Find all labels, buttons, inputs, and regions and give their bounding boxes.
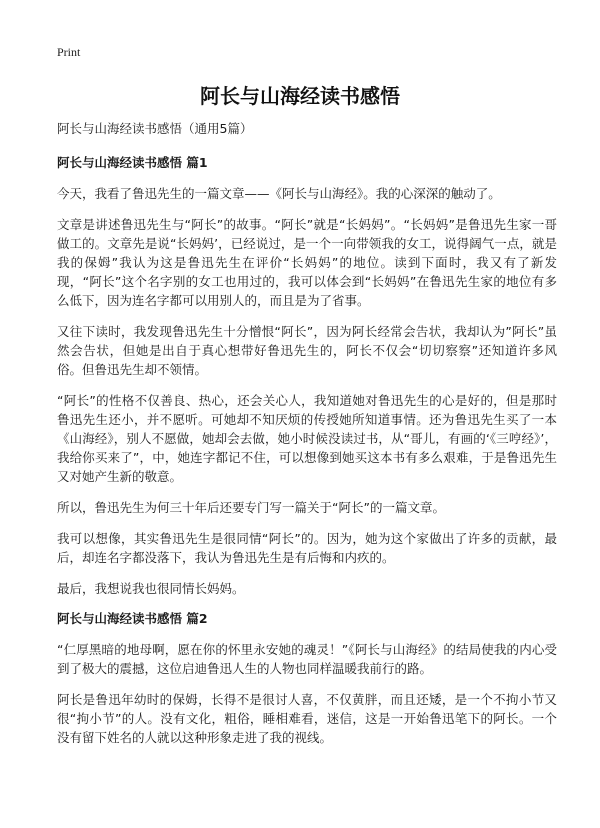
paragraph: 所以，鲁迅先生为何三十年后还要专门写一篇关于“阿长”的一篇文章。: [57, 500, 445, 515]
section-heading: 阿长与山海经读书感悟 篇1: [57, 155, 208, 170]
paragraph: “仁厚黑暗的地母啊，愿在你的怀里永安她的魂灵！”《阿长与山海经》的结局使我的内心受到了极大的震撼，这位启迪鲁迅人生的人物也同样温暖我前行的路。: [57, 642, 557, 676]
paragraph: 阿长是鲁迅年幼时的保姆，长得不是很讨人喜，不仅黄胖，而且还矮，是一个不拘小节又很“拘小节”的人。没有文化，粗俗，睡相难看，迷信，这是一开始鲁迅笔下的阿长。一个没有留下姓名的人就以这种形象走进了我的视线。: [57, 692, 557, 745]
document-body: [57, 120, 557, 759]
paragraph: 又往下读时，我发现鲁迅先生十分憎恨“阿长”，因为阿长经常会告状，我却认为”阿长”虽然会告状，但她是出自于真心想带好鲁迅先生的，阿长不仅会“切切察察”还知道许多风俗。但鲁迅先生却不领情。: [57, 324, 557, 377]
paragraph: 最后，我想说我也很同情长妈妈。: [57, 581, 245, 596]
paragraph: 我可以想像，其实鲁迅先生是很同情“阿长”的。因为，她为这个家做出了许多的贡献，最后，却连名字都没落下，我认为鲁迅先生是有后悔和内疚的。: [57, 531, 557, 565]
document-subtitle: 阿长与山海经读书感悟（通用5篇）: [57, 121, 253, 136]
page-title: 阿长与山海经读书感悟: [200, 84, 400, 108]
section-2: [57, 610, 557, 747]
paragraph: “阿长”的性格不仅善良、热心，还会关心人，我知道她对鲁迅先生的心是好的，但是那时鲁迅先生还小，并不愿听。可她却不知厌烦的传授她所知道事情。还为鲁迅先生买了一本《山海经》，别人不愿做，她却会去做，她小时候没读过书，从“哥儿，有画的‘《三哼经》’，我给你买来了”，中，她连字都记不住，可以想像到她买这本书有多么艰难，于是鲁迅先生又对她产生新的敬意。: [57, 393, 557, 484]
paragraph: 今天，我看了鲁迅先生的一篇文章——《阿长与山海经》。我的心深深的触动了。: [57, 186, 501, 201]
section-heading: 阿长与山海经读书感悟 篇2: [57, 611, 208, 626]
section-1: [57, 154, 557, 598]
paragraph: 文章是讲述鲁迅先生与“阿长”的故事。“阿长”就是“长妈妈”。“长妈妈”是鲁迅先生家一哥做工的。文章先是说“长妈妈’，已经说过，是一个一向带领我的女工，说得阔气一点，就是我的保姆”我认为这是鲁迅先生在评价“长妈妈”的地位。读到下面时，我又有了新发现，“阿长”这个名字别的女工也用过的，我可以体会到“长妈妈”在鲁迅先生家的地位有多么低下，因为连名字都可以用别人的，而且是为了省事。: [57, 217, 557, 308]
print-link[interactable]: Print: [57, 45, 81, 59]
